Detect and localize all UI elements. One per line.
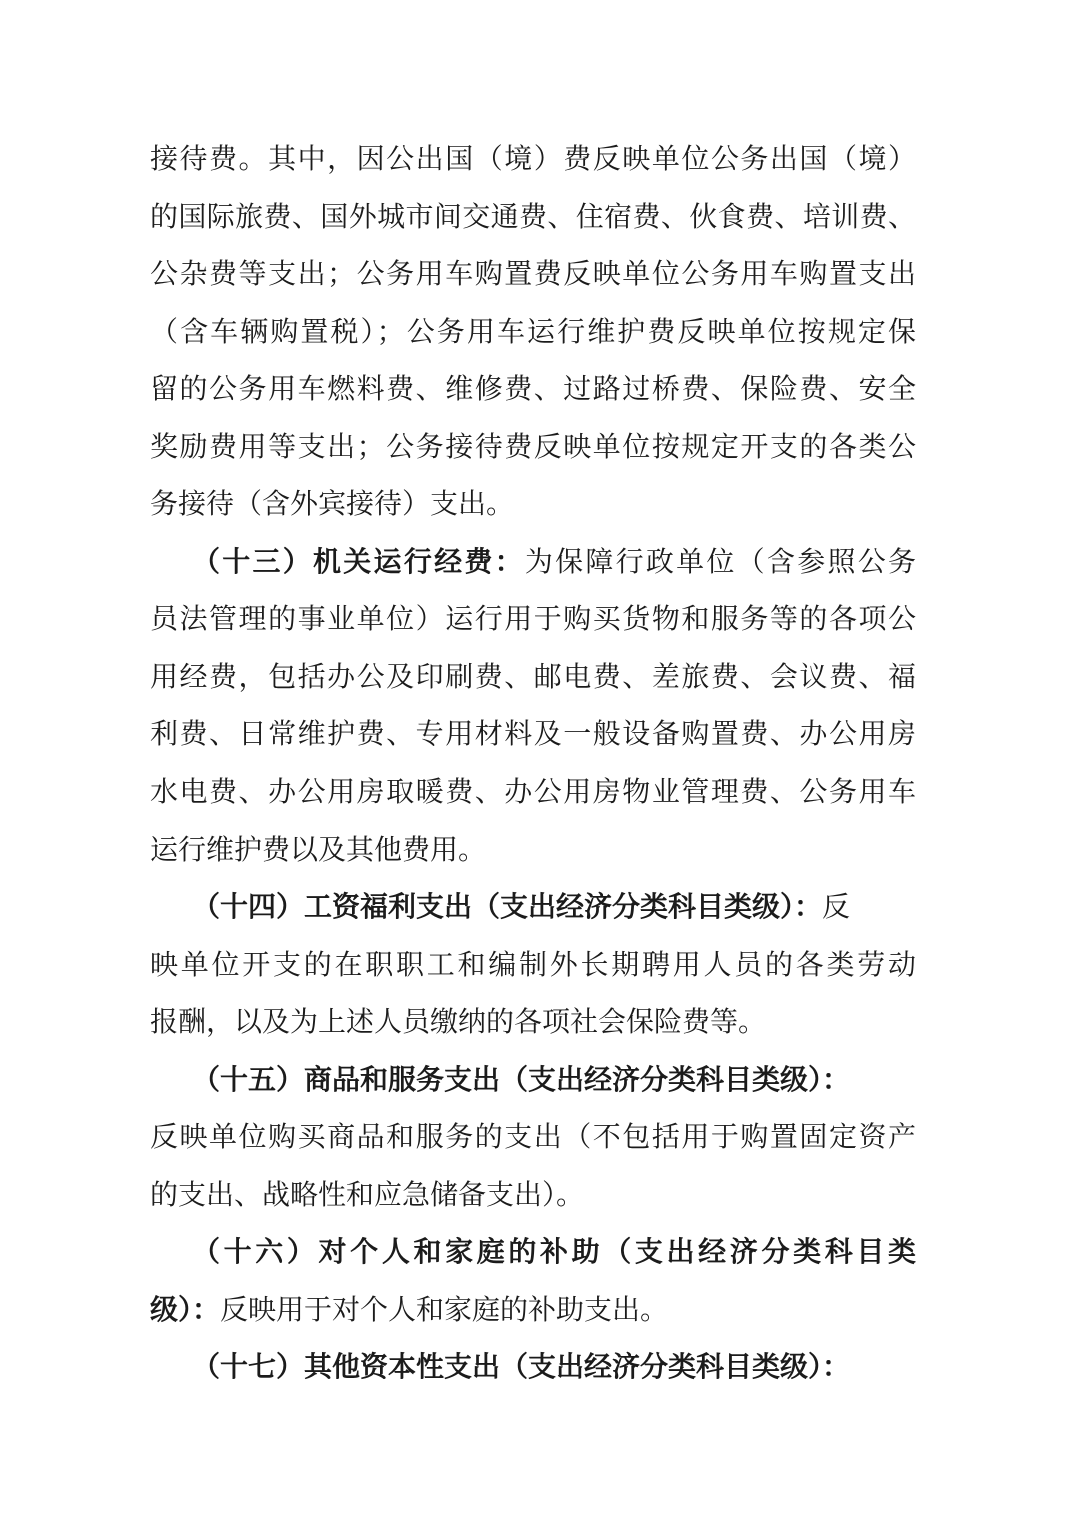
body-text: 映单位开支的在职职工和编制外长期聘用人员的各类劳动 xyxy=(150,947,916,981)
text-line xyxy=(150,475,916,533)
body-text: 用经费，包括办公及印刷费、邮电费、差旅费、会议费、福 xyxy=(150,659,916,693)
body-text: 的国际旅费、国外城市间交通费、住宿费、伙食费、培训费、 xyxy=(150,199,916,233)
body-text: 的支出、战略性和应急储备支出）。 xyxy=(150,1177,585,1211)
text-line xyxy=(150,1166,916,1224)
body-text: （含车辆购置税）；公务用车运行维护费反映单位按规定保 xyxy=(150,314,916,348)
body-text: 利费、日常维护费、专用材料及一般设备购置费、办公用房 xyxy=(150,717,916,751)
body-text: 公杂费等支出；公务用车购置费反映单位公务用车购置支出 xyxy=(150,257,916,291)
body-text: 务接待（含外宾接待）支出。 xyxy=(150,487,515,521)
heading-text: （十六）对个人和家庭的补助（支出经济分类科目类 xyxy=(192,1235,916,1269)
body-text: 反映单位购买商品和服务的支出（不包括用于购置固定资产 xyxy=(150,1120,916,1154)
text-line xyxy=(150,878,916,936)
text-line xyxy=(150,993,916,1051)
text-line xyxy=(150,360,916,418)
text-line xyxy=(150,188,916,246)
heading-text: （十五）商品和服务支出（支出经济分类科目类级）： xyxy=(192,1062,851,1096)
body-text: 报酬，以及为上述人员缴纳的各项社会保险费等。 xyxy=(150,1005,767,1039)
document-body xyxy=(150,130,916,1396)
paragraph-15-goods-services-expenditure xyxy=(150,1051,916,1224)
body-text: 接待费。其中，因公出国（境）费反映单位公务出国（境） xyxy=(150,142,916,175)
text-line xyxy=(150,821,916,879)
text-line xyxy=(150,936,916,994)
body-text: 为保障行政单位（含参照公务 xyxy=(524,544,916,578)
text-line xyxy=(150,763,916,821)
text-line xyxy=(150,418,916,476)
body-text: 运行维护费以及其他费用。 xyxy=(150,832,487,866)
paragraph-14-wage-welfare-expenditure xyxy=(150,878,916,1051)
text-line xyxy=(150,1051,916,1109)
body-text: 奖励费用等支出；公务接待费反映单位按规定开支的各类公 xyxy=(150,429,916,463)
body-text: 反映用于对个人和家庭的补助支出。 xyxy=(220,1292,669,1326)
text-line xyxy=(150,245,916,303)
text-line xyxy=(150,1223,916,1281)
paragraph-13-agency-operating-funds xyxy=(150,533,916,878)
heading-text: 级）： xyxy=(150,1292,221,1326)
body-text: 反 xyxy=(822,890,851,924)
heading-text: （十七）其他资本性支出（支出经济分类科目类级）： xyxy=(192,1350,851,1384)
text-line xyxy=(150,705,916,763)
text-line xyxy=(150,648,916,706)
text-line xyxy=(150,590,916,648)
text-line xyxy=(150,303,916,361)
text-line xyxy=(150,533,916,591)
body-text: 水电费、办公用房取暖费、办公用房物业管理费、公务用车 xyxy=(150,775,916,809)
paragraph-17-other-capital-expenditure xyxy=(150,1338,916,1396)
body-text: 留的公务用车燃料费、维修费、过路过桥费、保险费、安全 xyxy=(150,372,916,406)
text-line xyxy=(150,1338,916,1396)
body-text: 员法管理的事业单位）运行用于购买货物和服务等的各项公 xyxy=(150,602,916,636)
text-line xyxy=(150,1281,916,1339)
heading-text: （十三）机关运行经费： xyxy=(192,544,525,578)
paragraph-16-individual-family-subsidies xyxy=(150,1223,916,1338)
text-line xyxy=(150,1108,916,1166)
text-line xyxy=(150,130,916,188)
heading-text: （十四）工资福利支出（支出经济分类科目类级）： xyxy=(192,890,823,924)
paragraph-official-expenses-continued xyxy=(150,130,916,533)
